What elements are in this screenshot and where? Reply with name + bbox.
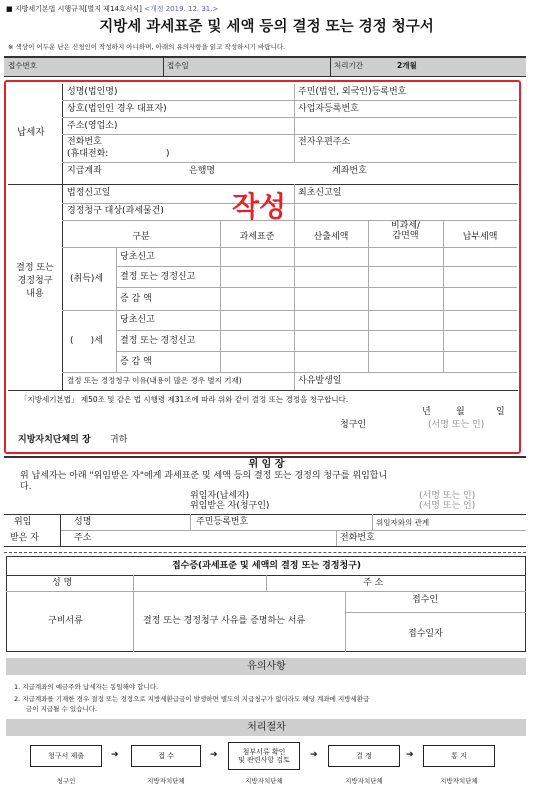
form-header	[6, 6, 218, 13]
delegation-title: 위 임 장	[248, 459, 285, 470]
acctno-label: 계좌번호	[332, 166, 367, 176]
bizno-label: 사업자등록번호	[298, 104, 359, 114]
reason-label: 결정 또는 경정청구 이유(내용이 많은 경우 별지 기재)	[67, 376, 242, 385]
receipt-name-label: 성 명	[52, 578, 73, 588]
claimant-label: 청구인	[340, 420, 367, 430]
first-filing-label: 최초신고일	[298, 188, 342, 198]
bullet-icon: ■	[6, 5, 13, 13]
g2-row-initial: 당초신고	[120, 315, 155, 325]
delegation-text-1: 위 납세자는 아래 "위임받은 자"에게 과세표준 및 세액 등의 결정 또는 경정의 청구를 위임합니	[20, 471, 388, 481]
arrow-icon: ➔	[406, 750, 414, 760]
delegatee-relation-label: 위임자와의 관계	[376, 518, 430, 527]
g1-row-diff: 증 감 액	[120, 294, 152, 304]
col-payable: 납부세액	[462, 232, 498, 242]
procedure-title: 처리절차	[247, 722, 286, 733]
note-2a: 2. 지급계좌를 기재한 경우 결정 또는 경정으로 지방세환급금이 발생하면 별도의 지급청구가 없더라도 해당 계좌에 지방세환급	[14, 695, 370, 703]
phone-label: 전화번호	[67, 137, 102, 147]
form-title: 지방세 과세표준 및 세액 등의 결정 또는 경정 청구서	[99, 19, 434, 35]
delegatee-rrn-label: 주민등록번호	[196, 517, 249, 527]
receipt-address-label: 주 소	[363, 578, 384, 588]
g1-row-initial: 당초신고	[120, 252, 155, 262]
bank-label: 은행명	[189, 166, 216, 176]
step-decide: 결 정	[328, 745, 400, 767]
name-label: 성명(법인명)	[67, 87, 118, 97]
period-value: 2개월	[397, 61, 417, 70]
arrow-icon: ➔	[111, 750, 119, 760]
reason-date-label: 사유발생일	[298, 376, 342, 386]
claimant-sign: (서명 또는 인)	[428, 420, 485, 430]
docs-desc: 결정 또는 경정청구 사유를 증명하는 서류	[143, 616, 306, 626]
taxpayer-section-label: 납세자	[17, 127, 45, 138]
col-computed-tax: 산출세액	[313, 232, 349, 242]
account-label: 지급계좌	[67, 166, 102, 176]
step-submit: 청구서 제출	[30, 745, 102, 767]
mobile-label: (휴대전화:	[67, 149, 109, 159]
col-exemption: 비과세/ 감면액	[390, 221, 421, 241]
receiver-label: 접수인	[412, 595, 439, 605]
actor-4: 지방자치단체	[345, 777, 383, 785]
actor-5: 지방자치단체	[440, 777, 478, 785]
amend-note: <개정 2019. 12. 31.>	[144, 5, 219, 13]
delegator-label: 위임자(납세자)	[190, 491, 250, 501]
step-notify: 통 지	[423, 745, 495, 767]
target-label: 경정청구 대상(과세물건)	[67, 206, 164, 216]
period-label: 처리기간	[334, 61, 363, 70]
delegatee-left-1: 위임	[14, 517, 32, 527]
month-label: 월	[456, 407, 465, 417]
receipt-no-label: 접수번호	[8, 61, 37, 70]
trade-label: 상호(법인인 경우 대표자)	[67, 104, 167, 114]
delegation-text-2: 다.	[20, 482, 32, 492]
receipt-date-label: 접수일	[167, 61, 189, 70]
actor-1: 청구인	[56, 777, 76, 785]
col-division: 구분	[132, 232, 150, 242]
arrow-icon: ➔	[310, 750, 318, 760]
docs-label: 구비서류	[48, 616, 83, 626]
notice-text: ※ 색상이 어두운 난은 신청인이 작성하지 아니하며, 아래의 유의사항을 읽고 작성하시기 바랍니다.	[8, 43, 286, 51]
step-receive: 접 수	[131, 745, 201, 767]
addressee: 지방자치단체의 장	[18, 435, 91, 445]
declaration-text: 「지방세기본법」 제50조 및 같은 법 시행령 제31조에 따라 위와 같이 결정 또는 경정을 청구합니다.	[20, 395, 349, 404]
group2-label: ( )세	[70, 336, 103, 346]
receipt-date-slip-label: 접수일자	[408, 629, 443, 639]
delegatee-left-2: 받은 자	[10, 533, 39, 543]
regulation-ref: 지방세기본법 시행규칙[별지 제14호서식]	[14, 5, 142, 13]
receipt-slip-title: 접수증(과세표준 및 세액의 결정 또는 경정청구)	[171, 561, 362, 571]
arrow-icon: ➔	[210, 750, 218, 760]
col-taxbase: 과세표준	[239, 232, 275, 242]
notes-title: 유의사항	[247, 661, 286, 672]
mobile-close: )	[166, 149, 170, 159]
rrn-label: 주민(법인, 외국인)등록번호	[298, 87, 407, 97]
group1-label: (취득)세	[70, 274, 104, 284]
filing-date-label: 법정신고일	[67, 188, 111, 198]
g1-row-revised: 결정 또는 경정신고	[120, 272, 196, 282]
delegatee-sign: (서명 또는 인)	[419, 501, 476, 511]
year-label: 년	[422, 407, 431, 417]
delegatee-label: 위임받은 자(청구인)	[190, 501, 270, 511]
stamp-text: 작성	[232, 190, 287, 223]
note-2b: 금이 지급될 수 있습니다.	[26, 705, 98, 713]
delegatee-phone-label: 전화번호	[340, 533, 375, 543]
receipt-row	[4, 56, 526, 76]
g2-row-revised: 결정 또는 경정신고	[120, 336, 196, 346]
g2-row-diff: 증 감 액	[120, 357, 152, 367]
address-label: 주소(영업소)	[67, 121, 118, 131]
step-review: 첨부서류 확인 및 관련사항 검토	[228, 742, 300, 770]
day-label: 일	[496, 407, 505, 417]
delegatee-name-label: 성명	[74, 517, 92, 527]
delegator-sign: (서명 또는 인)	[419, 491, 476, 501]
actor-2: 지방자치단체	[147, 777, 185, 785]
note-1: 1. 지급계좌의 예금주와 납세자는 동일해야 합니다.	[14, 683, 159, 691]
email-label: 전자우편주소	[298, 137, 351, 147]
actor-3: 지방자치단체	[245, 777, 283, 785]
addressee-honorific: 귀하	[110, 435, 128, 445]
content-section-label: 결정 또는 경정청구 내용	[16, 263, 54, 300]
delegatee-address-label: 주소	[74, 533, 92, 543]
